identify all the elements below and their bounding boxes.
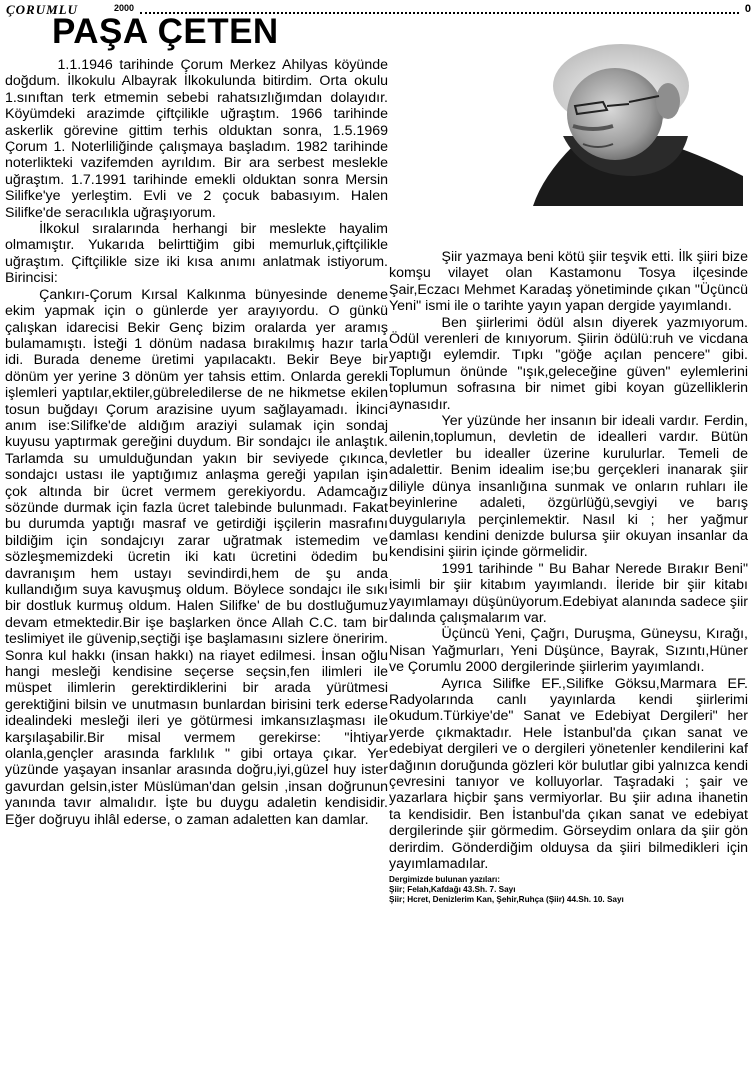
paragraph: Ayrıca Silifke EF.,Silifke Göksu,Marmara EF. Radyolarında canlı yayınlarda kendi şiirlerimi okudum.Türkiye'de" Sanat ve Edebiyat Dergileri" her yerde çıkmaktadır. Hele İstanbul'da çıkan sanat ve edebiyat dergileri ve o dergileri yönetenler kendilerini kaf dağının doruğunda gözleri kör bulutlar gibi yalnızca kendi çevresini tanıyor ve kolluyorlar. Taşradaki ; şair ve yazarlara hiçbir şans vermiyorlar. Bu şiir adına ihanetin ta kendisidir. Ben İstanbul'da çıkan sanat ve edebiyat dergilerinde şiir görmedim. Görseydim onlara da şiir gön derirdim. Gönderdiğim olduysa da şiiri bilmedikleri için yayımlamadılar. (389, 675, 748, 873)
article-title: PAŞA ÇETEN (52, 12, 279, 51)
right-column (389, 249, 748, 905)
masthead-year: 2000 (114, 3, 135, 13)
reference-line: Şiir; Felah,Kafdağı 43.Sh. 7. Sayı (389, 885, 516, 895)
header-end-mark: 0 (744, 3, 751, 15)
paragraph: 1991 tarihinde " Bu Bahar Nerede Bırakır Beni" isimli bir şiir kitabım yayımlandı. İleride bir şiir kitabı yayımlamayı düşünüyorum.Edebiyat alanında sadece şiir dalında çalışmalarım var. (389, 560, 748, 626)
reference-line: Şiir; Hcret, Denizlerim Kan, Şehir,Ruhça (Şiir) 44.Sh. 10. Sayı (389, 895, 624, 905)
paragraph: Yer yüzünde her insanın bir ideali vardır. Ferdin, ailenin,toplumun, devletin de idealleri vardır. Bütün devletler bu idealler üzerine kurulurlar. Temeli de adalettir. Benim idealim ise;bu gerçekleri inanarak şiir diliyle dünya insanlığına sunmak ve onların ruhları ile beyinlerine adaleti, özgürlüğü,sevgiyi ve barış duygularıyla perçinlemektir. Nasıl ki ; her yağmur damlası kendini denizde bulursa şiir okuyan insanlar da kendisini şiirin içinde görmelidir. (389, 413, 748, 561)
portrait-photo (503, 26, 743, 206)
paragraph: Ben şiirlerimi ödül alsın diyerek yazmıyorum. Ödül verenleri de kınıyorum. Şiirin ödülü:ruh ve vicdana yaptığı eylemdir. Tıpkı "göğe açılan pencere" gibi. Toplumun önünde "ışık,geleceğine güven" eylemlerini toplumun sofrasına bir nimet gibi koyan güzelliklerin aynasıdır. (389, 314, 748, 413)
masthead-logo: ÇORUMLU (6, 2, 79, 17)
references-heading: Dergimizde bulunan yazıları: (389, 875, 501, 885)
paragraph: Çankırı-Çorum Kırsal Kalkınma bünyesinde deneme ekim yapmak için o günlerde yer arayıyordu. O günkü çalışkan idarecisi Bekir Genç bizim oralarda yer aramış bulamamıştı. İsteği 1 dönüm nadasa bırakılmış hazır tarla idi. Burada deneme üretimi yapılacaktı. Bekir Beye bir dönüm yer yerine 3 dönüm yer tahsis ettim. Onlarda gerekli işlemleri yaptılar,ektiler,gübreledilerse de ne hikmetse ekilen tosun buğdayı Çorum arazisine uyum sağlayamadı. İkinci anım ise:Silifke'de aldığım araziyi sulamak için sondaj kuyusu yaptırmak gereğini duydum. Bir sondajcı ile anlaştık. Tarlamda su umulduğundan yakın bir seviyede çıkınca, sondajcı ustası ile yaptığımız anlaşma gereği yapılan işin çok altında bir ücret vermem gerekiyordu. Adamcağız sözünde durmak için fazla ücret talebinde bulunmadı. Fakat bu durumda yaptığı masraf ve getirdiği işçilerin masrafını bildiğim için sondajcıyı zarar uğratmak istemedim ve sözleşmemizdeki ücretin iki katı ücretini ödedim bu davranışım hem ustayı sevindirdi,hem de şu anda kullandığım suya kavuşmuş oldum. Böylece sondajcı ile sıkı bir dostluk kurmuş oldum. Halen Silifke' de bu dostluğumuz devam etmektedir.Bir işe başlarken önce Allah C.C. tam bir teslimiyet ile güvenip,seçtiği işe başlamasını sizlere öneririm. Sonra kul hakkı (insan hakkı) na riayet edilmesi. İnsan oğlu hangi mesleği kendisine seçerse seçsin,fen ilimleri ile müspet ilimlerin gerektirdiklerini bir arada yürütmesi gerektiğini bilsin ve unutmasın bunlardan birisini terk ederse idealindeki mesleği ileri ye götürmesi imkansızlaşması ile karşılaşabilir.Bir misal vermem gerekirse: "İhtiyar olanla,gençler arasında farklılık " gibi ortaya çıkar. Yer yüzünde yaşayan insanlar arasında doğru,iyi,güzel huy ister gavurdan gelsin,ister Müslüman'dan gelsin ,insan doğrunun yanında tavır almalıdır. İşte bu duygu adaletin kendisidir. Eğer doğruyu ihlâl ederse, o zaman adaletten kan damlar. (5, 286, 388, 828)
references-block (389, 875, 748, 905)
paragraph: Üçüncü Yeni, Çağrı, Duruşma, Güneysu, Kırağı, Nisan Yağmurları, Yeni Düşünce, Bayrak, Sızıntı,Hüner ve Çorumlu 2000 dergilerinde şiirlerim yayımlandı. (389, 626, 748, 676)
paragraph: Şiir yazmaya beni kötü şiir teşvik etti. İlk şiiri bize komşu vilayet olan Kastamonu Tosya ilçesinde Şair,Eczacı Mehmet Karadaş yönetiminde çıkan "Üçüncü Yeni" ismi ile o tarihte yayın yapan dergide yayımlandı. (389, 249, 748, 315)
paragraph: 1.1.1946 tarihinde Çorum Merkez Ahilyas köyünde doğdum. İlkokulu Albayrak İlkokulunda bitirdim. Orta okulu 1.sınıftan terk etmemin sebebi rahatsızlığımdan dolayıdır. Köyümdeki arazimde çiftçilikle uğraştım. 1966 tarihinde askerlik görevine gittim terhis olduktan sonra, 1.5.1969 Çorum 1. Noterliliğinde çalışmaya başladım. 1982 tarihinde noterlikteki vazifemden ayrıldım. Bir ara serbest meslekle uğraştım. 1.7.1991 tarihinde emekli olduktan sonra Mersin Silifke'ye yerleştim. Evli ve 2 çocuk babasıyım. Halen Silifke'de seracılıkla uğraşıyorum. (5, 57, 388, 221)
paragraph: İlkokul sıralarında herhangi bir meslekte hayalim olmamıştır. Yukarıda belirttiğim gibi memurluk,çiftçilikle uğraştım. Çiftçilikle size iki kısa anımı anlatmak istiyorum. Birincisi: (5, 221, 388, 287)
left-column (5, 57, 388, 828)
